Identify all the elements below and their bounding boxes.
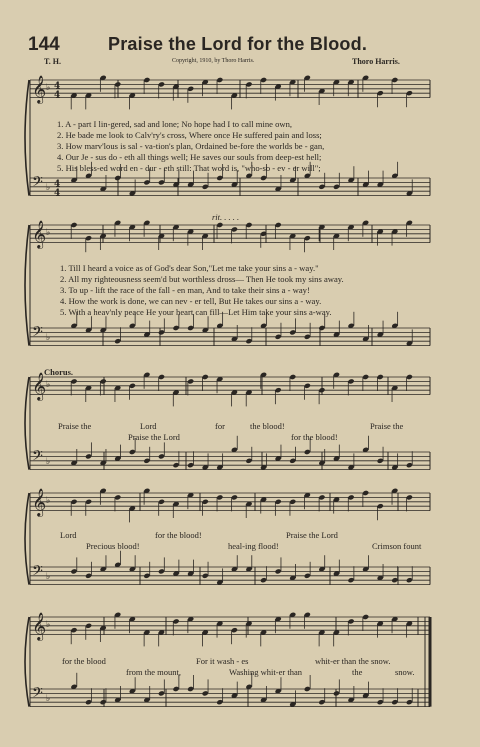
system-brace <box>25 493 29 585</box>
chorus-lyric: snow. <box>395 667 415 677</box>
flat-sign-icon: ♭ <box>46 496 51 506</box>
ritardando-mark: rit. . . . . <box>212 212 240 222</box>
flat-sign-icon: ♭ <box>46 333 51 343</box>
verse-line: 3. How marv'lous is sal - va-tion's plan, Ordained be-fore the worlds be - gan, <box>57 141 325 151</box>
treble-clef-icon: 𝄞 <box>32 75 47 103</box>
flat-sign-icon: ♭ <box>46 83 51 93</box>
chorus-lyric: for the blood <box>62 656 106 666</box>
verse-line: 5. His bless-ed word en - dur - eth still: That word is, "who-so - ev - er will"; <box>57 163 321 173</box>
chorus-lyric: the <box>352 667 363 677</box>
treble-clef-icon: 𝄞 <box>32 612 47 640</box>
verse-line: 4. How the work is done, we can nev - er tell, But He takes our sins a - way. <box>60 296 322 306</box>
bass-clef-icon: 𝄢 <box>32 174 43 194</box>
verse-line: 5. With a heav'nly peace He your heart can fill—Let Him take your sins a-way. <box>60 307 332 317</box>
chorus-lyric: Praise the <box>370 421 404 431</box>
flat-sign-icon: ♭ <box>46 228 51 238</box>
hymn-title: Praise the Lord for the Blood. <box>108 34 368 54</box>
chorus-lyric: for the blood! <box>155 530 202 540</box>
time-signature-top: 4 <box>54 81 61 92</box>
verse-line: 1. Till I heard a voice as of God's dear Son,"Let me take your sins a - way." <box>60 263 319 273</box>
chorus-lyric: Precious blood! <box>86 541 140 551</box>
verse-lines-second <box>60 263 344 318</box>
flat-sign-icon: ♭ <box>46 620 51 630</box>
bass-clef-icon: 𝄢 <box>32 563 43 583</box>
verse-line: 1. A - part I lin-gered, sad and lone; No hope had I to call mine own, <box>57 119 293 129</box>
system-brace <box>25 225 29 346</box>
chorus-lyric: heal-ing flood! <box>228 541 279 551</box>
chorus-lyric: for <box>215 421 225 431</box>
flat-sign-icon: ♭ <box>46 694 51 704</box>
bass-clef-icon: 𝄢 <box>32 448 43 468</box>
bass-clef-icon: 𝄢 <box>32 324 43 344</box>
treble-clef-icon: 𝄞 <box>32 220 47 248</box>
flat-sign-icon: ♭ <box>46 572 51 582</box>
composer-credit: Thoro Harris. <box>352 57 400 66</box>
time-signature-top: 4 <box>54 179 61 190</box>
chorus-lyric: Crimson fount <box>372 541 422 551</box>
verse-lines-first <box>57 119 324 174</box>
words-credit: T. H. <box>44 57 61 66</box>
system-brace <box>25 617 29 707</box>
chorus-lyric: Lord <box>140 421 157 431</box>
chorus-lyric: Praise the <box>58 421 92 431</box>
flat-sign-icon: ♭ <box>46 380 51 390</box>
chorus-lyric: Praise the Lord <box>286 530 338 540</box>
chorus-lyric: for the blood! <box>291 432 338 442</box>
verse-line: 3. To up - lift the race of the fall - en man, And to take their sins a - way! <box>60 285 310 295</box>
chorus-lyric: from the mount, <box>126 667 182 677</box>
verse-line: 2. He bade me look to Calv'ry's cross, Where once He suffered pain and loss; <box>57 130 322 140</box>
chorus-lyric: Lord <box>60 530 77 540</box>
bass-clef-icon: 𝄢 <box>32 685 43 705</box>
time-signature-bottom: 4 <box>54 188 61 199</box>
chorus-lyric: whit-er than the snow. <box>315 656 391 666</box>
chorus-lyric: the blood! <box>250 421 285 431</box>
chorus-lyric: Washing whit-er than <box>229 667 302 677</box>
verse-line: 2. All my righteousness seem'd but worthless dross— Then He took my sins away. <box>60 274 344 284</box>
copyright-notice: Copyright, 1910, by Thoro Harris. <box>172 58 255 64</box>
verse-line: 4. Our Je - sus do - eth all things well; He saves our souls from deep-est hell; <box>57 152 322 162</box>
treble-clef-icon: 𝄞 <box>32 372 47 400</box>
flat-sign-icon: ♭ <box>46 183 51 193</box>
hymn-number: 144 <box>28 34 60 55</box>
chorus-lyric: Praise the Lord <box>128 432 180 442</box>
chorus-lyric: For it wash - es <box>196 656 249 666</box>
system-brace <box>25 377 29 470</box>
treble-clef-icon: 𝄞 <box>32 488 47 516</box>
chorus-label: Chorus. <box>44 367 74 377</box>
flat-sign-icon: ♭ <box>46 457 51 467</box>
time-signature-bottom: 4 <box>54 90 61 101</box>
system-brace <box>25 80 29 196</box>
